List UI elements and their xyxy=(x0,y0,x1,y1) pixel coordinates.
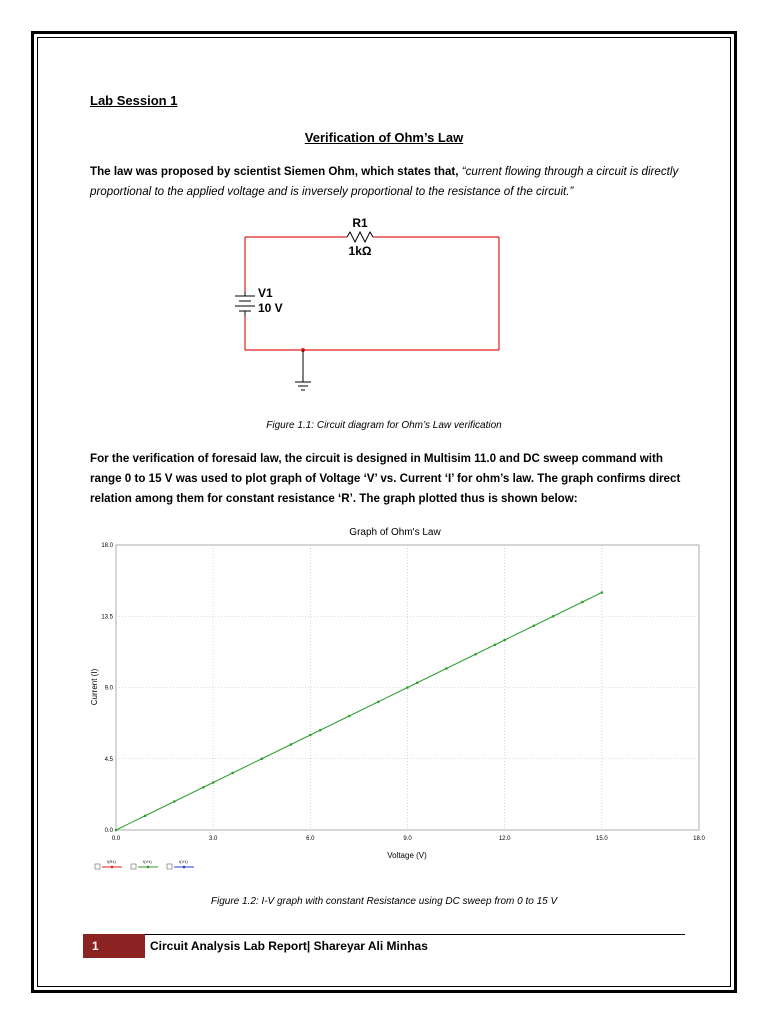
data-point xyxy=(377,700,380,703)
legend-marker xyxy=(111,866,114,869)
data-point xyxy=(474,653,477,656)
footer-text: Circuit Analysis Lab Report| Shareyar Ali Minhas xyxy=(150,939,428,953)
data-point xyxy=(503,639,506,642)
legend-label: I(V1) xyxy=(143,859,152,864)
source-name: V1 xyxy=(258,286,273,300)
data-point xyxy=(581,601,584,604)
y-tick-labels xyxy=(101,543,113,834)
data-point xyxy=(144,814,147,817)
footer-divider xyxy=(145,934,685,935)
circuit-diagram xyxy=(225,210,515,400)
x-axis-label: Voltage (V) xyxy=(387,851,427,860)
circuit-wires xyxy=(245,237,499,350)
ohms-law-chart xyxy=(85,520,710,880)
resistor-name: R1 xyxy=(352,216,368,230)
data-point xyxy=(115,829,118,832)
legend-checkbox[interactable] xyxy=(131,864,136,869)
y-axis-label: Current (I) xyxy=(90,668,99,706)
resistor-value: 1kΩ xyxy=(348,244,372,258)
lab-session-heading: Lab Session 1 xyxy=(90,93,178,108)
chart-title: Graph of Ohm's Law xyxy=(349,527,441,538)
y-tick-label: 18.0 xyxy=(101,543,113,549)
x-tick-label: 0.0 xyxy=(111,836,121,842)
x-tick-label: 12.0 xyxy=(498,836,511,842)
data-point xyxy=(406,686,409,689)
page-title: Verification of Ohm’s Law xyxy=(304,130,464,145)
data-point xyxy=(309,734,312,737)
series-line xyxy=(116,593,602,831)
intro-quote: “current flowing through a circuit is directly proportional to the applied voltage and is inversely proportional to the resistance of the circuit.” xyxy=(90,165,679,198)
x-tick-label: 6.0 xyxy=(306,836,315,842)
intro-paragraph xyxy=(90,162,690,202)
data-point xyxy=(319,729,322,732)
data-point xyxy=(348,715,351,718)
data-point xyxy=(173,800,176,803)
legend-label: I(V1) xyxy=(179,859,188,864)
y-tick-label: 9.0 xyxy=(104,685,113,692)
figure-2-caption: Figure 1.2: I-V graph with constant Resistance using DC sweep from 0 to 15 V xyxy=(210,896,558,907)
legend-label: I(R1) xyxy=(107,859,116,864)
data-point xyxy=(260,757,263,760)
x-tick-label: 18.0 xyxy=(693,836,705,842)
data-point xyxy=(290,743,293,746)
figure-1-caption: Figure 1.1: Circuit diagram for Ohm’s Law verification xyxy=(266,420,502,431)
legend-marker xyxy=(183,866,186,869)
intro-lead: The law was proposed by scientist Siemen Ohm, which states that, xyxy=(90,165,462,178)
source-value: 10 V xyxy=(258,301,283,315)
data-point xyxy=(494,643,497,646)
y-tick-label: 4.5 xyxy=(104,756,113,763)
body-paragraph: For the verification of foresaid law, the circuit is designed in Multisim 11.0 and DC sweep command with range 0 to 15 V was used to plot graph of Voltage ‘V’ vs. Current ‘I’ for ohm’s law. The graph confirms direct relation among them for constant resistance ‘R’. The graph plotted thus is shown below: xyxy=(90,452,681,505)
legend-checkbox[interactable] xyxy=(167,864,172,869)
data-point xyxy=(416,681,419,684)
page-number: 1 xyxy=(92,939,99,953)
resistor-symbol xyxy=(347,232,373,242)
y-tick-label: 0.0 xyxy=(104,828,113,834)
legend-marker xyxy=(147,866,150,869)
ground-icon xyxy=(295,350,311,390)
data-point xyxy=(212,781,215,784)
data-point xyxy=(202,786,205,789)
x-tick-label: 9.0 xyxy=(403,836,412,842)
y-tick-label: 13.5 xyxy=(101,614,113,621)
legend-checkbox[interactable] xyxy=(95,864,100,869)
data-point xyxy=(445,667,448,670)
chart-legend[interactable] xyxy=(95,859,194,869)
data-point xyxy=(231,772,234,775)
data-point xyxy=(601,591,604,594)
data-point xyxy=(552,615,555,618)
battery-symbol xyxy=(235,292,255,316)
x-tick-labels xyxy=(112,836,706,842)
data-point xyxy=(533,624,536,627)
x-tick-label: 3.0 xyxy=(208,836,218,842)
x-tick-label: 15.0 xyxy=(595,836,608,842)
